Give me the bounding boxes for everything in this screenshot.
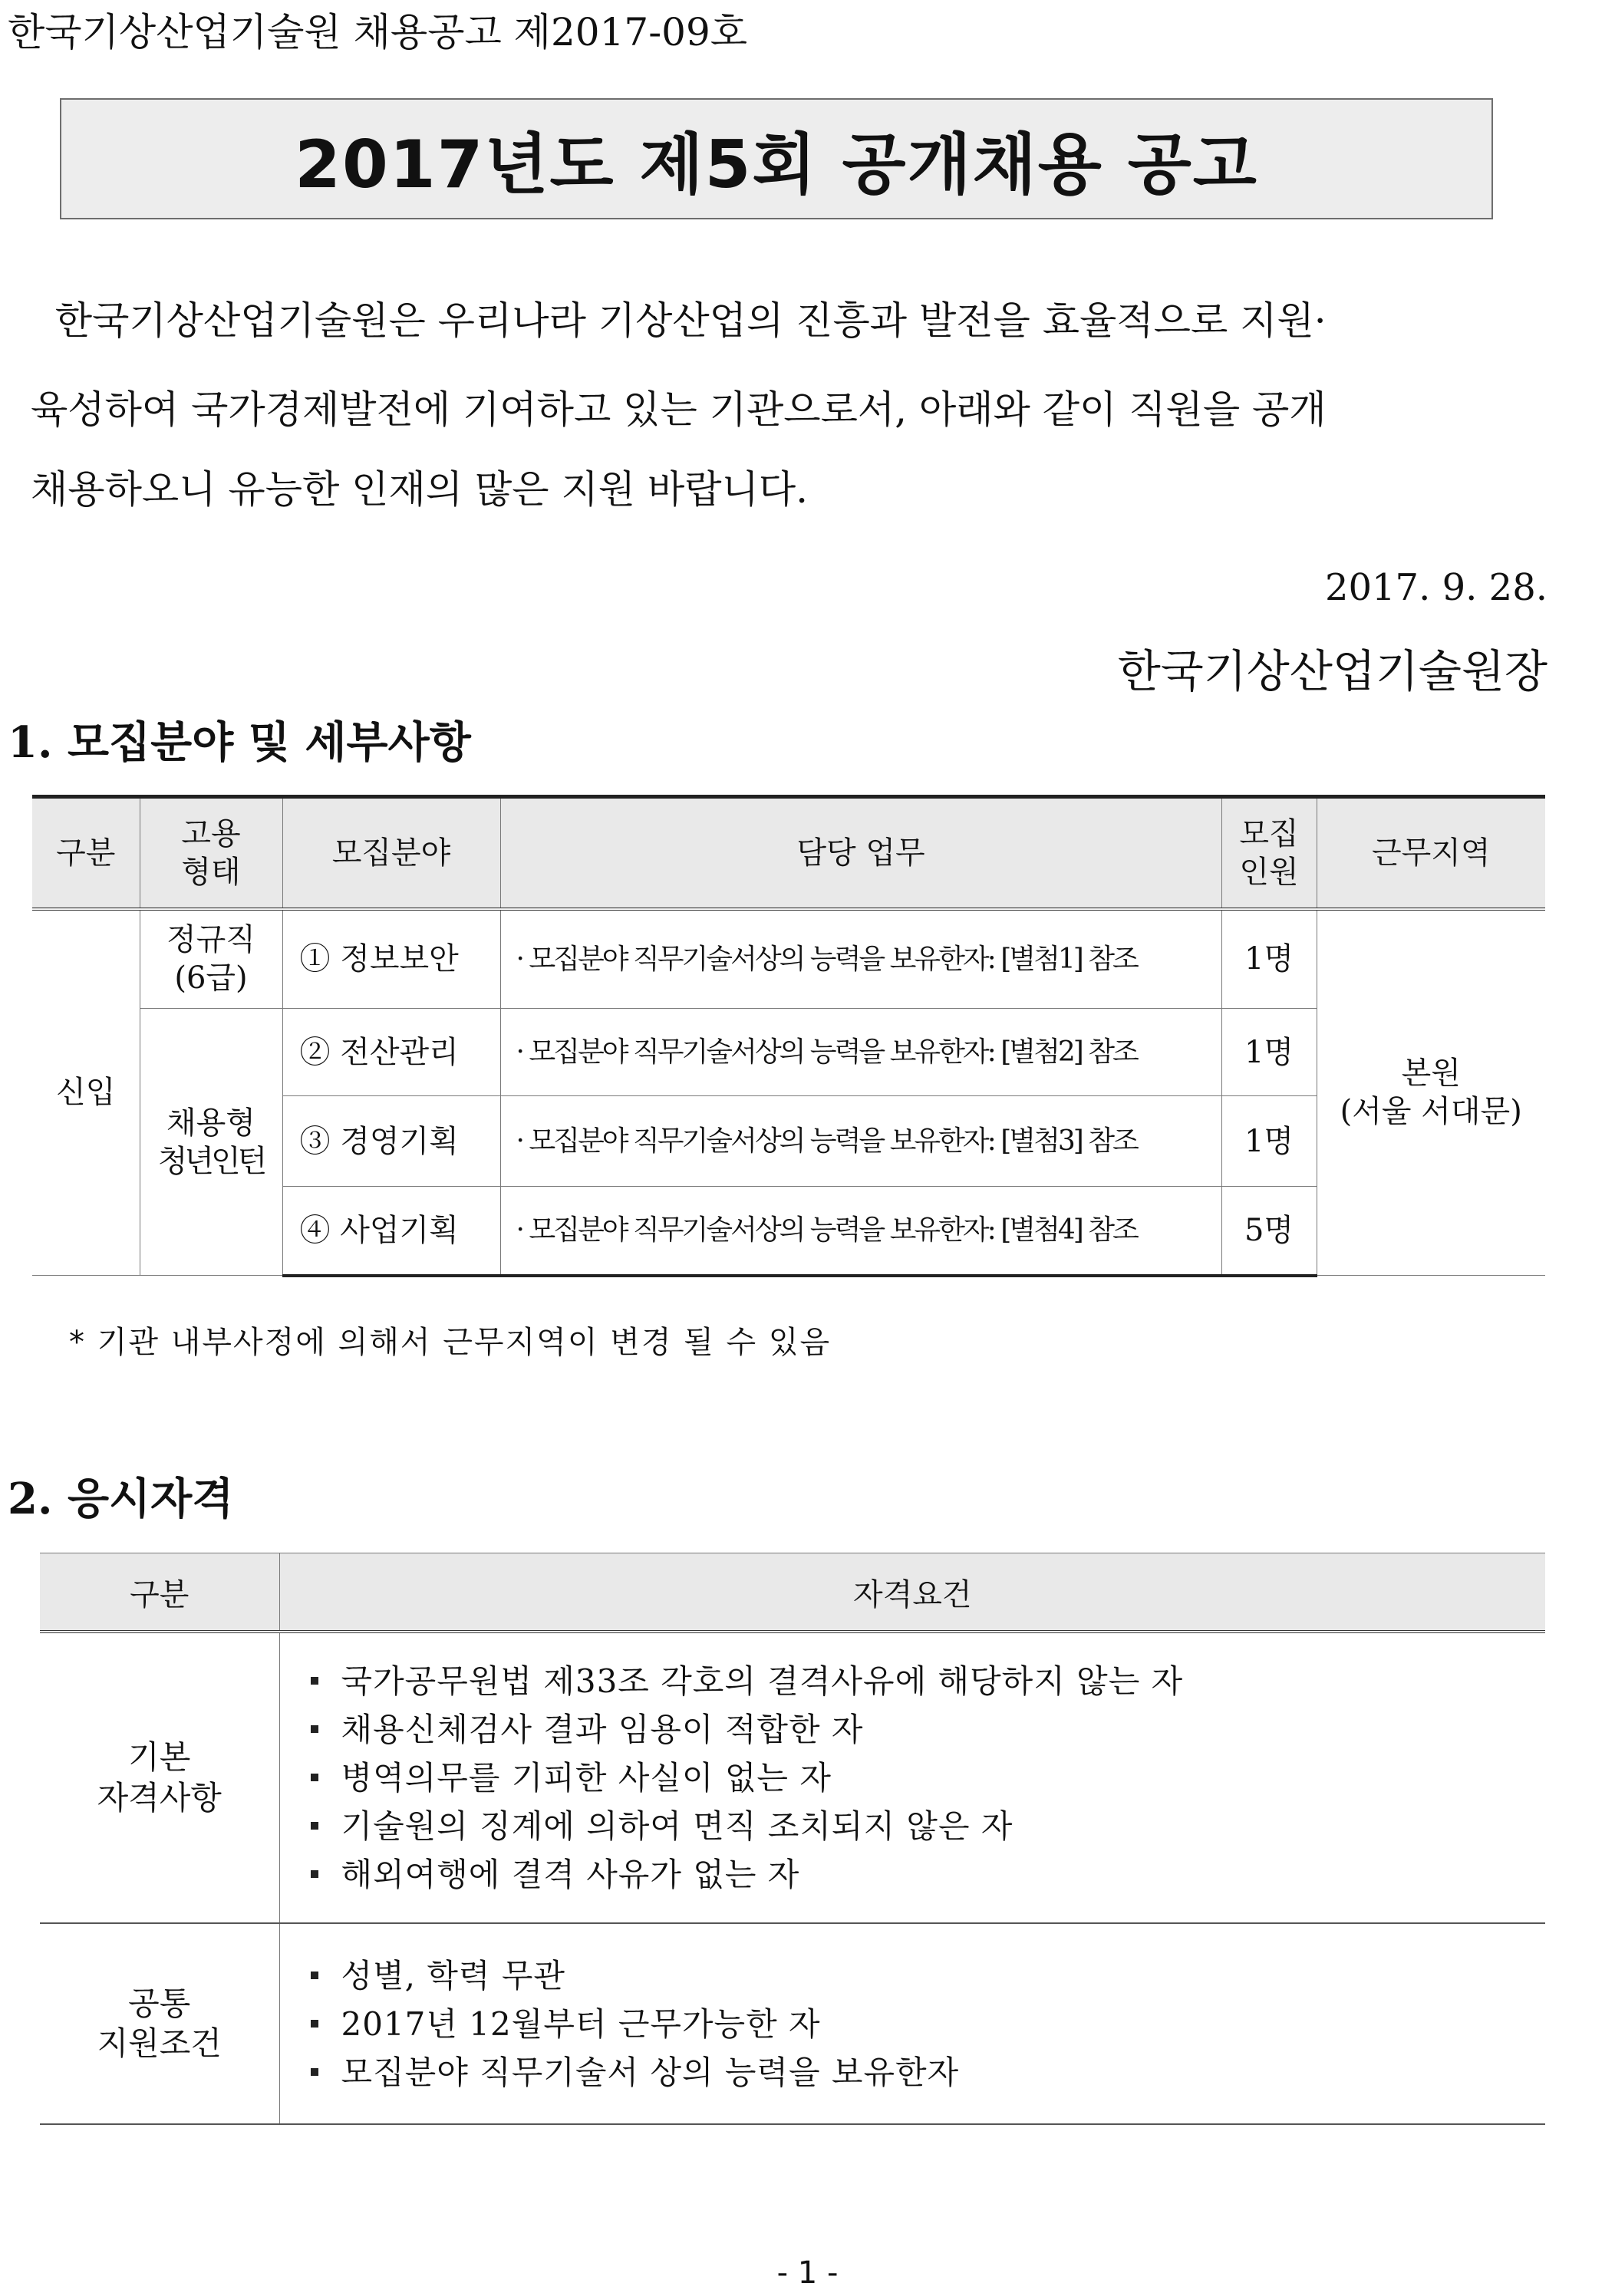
square-bullet-icon bbox=[311, 2020, 318, 2028]
list-item: 기술원의 징계에 의하여 면직 조치되지 않은 자 bbox=[311, 1802, 1546, 1850]
announcement-date: 2017. 9. 28. bbox=[1324, 566, 1547, 609]
headcount-cell: 5명 bbox=[1221, 1187, 1317, 1276]
field-cell: ① 정보보안 bbox=[282, 909, 500, 1009]
square-bullet-icon bbox=[311, 1677, 318, 1685]
title-box bbox=[60, 98, 1493, 219]
qualification-table bbox=[40, 1553, 1545, 2125]
header-location: 근무지역 bbox=[1317, 797, 1545, 909]
list-item: 모집분야 직무기술서 상의 능력을 보유한자 bbox=[311, 2048, 1546, 2097]
section-2-heading: 2. 응시자격 bbox=[8, 1474, 234, 1524]
square-bullet-icon bbox=[311, 1725, 318, 1733]
table-row bbox=[40, 1923, 1545, 2124]
header-field: 모집분야 bbox=[282, 797, 500, 909]
header-duty: 담당 업무 bbox=[500, 797, 1221, 909]
header-category: 구분 bbox=[40, 1553, 279, 1632]
basic-qualification-label: 기본 자격사항 bbox=[40, 1632, 279, 1923]
header-requirements: 자격요건 bbox=[279, 1553, 1545, 1632]
table-header-row bbox=[40, 1553, 1545, 1632]
field-cell: ③ 경영기획 bbox=[282, 1096, 500, 1187]
recruitment-table bbox=[32, 795, 1545, 1277]
signer: 한국기상산업기술원장 bbox=[1117, 645, 1547, 697]
intro-line-1: 한국기상산업기술원은 우리나라 기상산업의 진흥과 발전을 효율적으로 지원· bbox=[31, 298, 1327, 343]
employment-type-intern: 채용형 청년인턴 bbox=[140, 1009, 282, 1276]
square-bullet-icon bbox=[311, 1822, 318, 1830]
location-note: * 기관 내부사정에 의해서 근무지역이 변경 될 수 있음 bbox=[69, 1325, 832, 1360]
list-item: 성별, 학력 무관 bbox=[311, 1952, 1546, 2000]
announcement-number: 한국기상산업기술원 채용공고 제2017-09호 bbox=[8, 10, 748, 54]
duty-cell: · 모집분야 직무기술서상의 능력을 보유한자: [별첨1] 참조 bbox=[500, 909, 1221, 1009]
intro-line-2: 육성하여 국가경제발전에 기여하고 있는 기관으로서, 아래와 같이 직원을 공개 bbox=[31, 387, 1327, 432]
duty-cell: · 모집분야 직무기술서상의 능력을 보유한자: [별첨4] 참조 bbox=[500, 1187, 1221, 1276]
duty-cell: · 모집분야 직무기술서상의 능력을 보유한자: [별첨2] 참조 bbox=[500, 1009, 1221, 1096]
headcount-cell: 1명 bbox=[1221, 1096, 1317, 1187]
square-bullet-icon bbox=[311, 2068, 318, 2076]
page-number: - 1 - bbox=[776, 2255, 839, 2291]
common-condition-list bbox=[280, 1939, 1546, 2109]
basic-qualification-list bbox=[280, 1645, 1546, 1911]
field-cell: ④ 사업기획 bbox=[282, 1187, 500, 1276]
list-item: 채용신체검사 결과 임용이 적합한 자 bbox=[311, 1705, 1546, 1754]
employment-type-regular: 정규직 (6급) bbox=[140, 909, 282, 1009]
headcount-cell: 1명 bbox=[1221, 909, 1317, 1009]
category-cell: 신입 bbox=[32, 909, 140, 1276]
square-bullet-icon bbox=[311, 1972, 318, 1979]
document-title: 2017년도 제5회 공개채용 공고 bbox=[295, 127, 1258, 203]
list-item: 국가공무원법 제33조 각호의 결격사유에 해당하지 않는 자 bbox=[311, 1657, 1546, 1705]
section-1-heading: 1. 모집분야 및 세부사항 bbox=[8, 717, 471, 768]
table-header-row bbox=[32, 797, 1545, 909]
field-cell: ② 전산관리 bbox=[282, 1009, 500, 1096]
list-item: 2017년 12월부터 근무가능한 자 bbox=[311, 2000, 1546, 2048]
table-row bbox=[40, 1632, 1545, 1923]
intro-line-3: 채용하오니 유능한 인재의 많은 지원 바랍니다. bbox=[31, 467, 809, 512]
list-item: 병역의무를 기피한 사실이 없는 자 bbox=[311, 1754, 1546, 1802]
header-category: 구분 bbox=[32, 797, 140, 909]
square-bullet-icon bbox=[311, 1774, 318, 1781]
basic-qualification-list-cell bbox=[279, 1632, 1545, 1923]
common-condition-list-cell bbox=[279, 1923, 1545, 2124]
location-cell: 본원 (서울 서대문) bbox=[1317, 909, 1545, 1276]
common-condition-label: 공통 지원조건 bbox=[40, 1923, 279, 2124]
header-employment-type: 고용 형태 bbox=[140, 797, 282, 909]
square-bullet-icon bbox=[311, 1870, 318, 1878]
header-headcount: 모집 인원 bbox=[1221, 797, 1317, 909]
duty-cell: · 모집분야 직무기술서상의 능력을 보유한자: [별첨3] 참조 bbox=[500, 1096, 1221, 1187]
list-item: 해외여행에 결격 사유가 없는 자 bbox=[311, 1850, 1546, 1899]
headcount-cell: 1명 bbox=[1221, 1009, 1317, 1096]
table-row bbox=[32, 909, 1545, 1009]
